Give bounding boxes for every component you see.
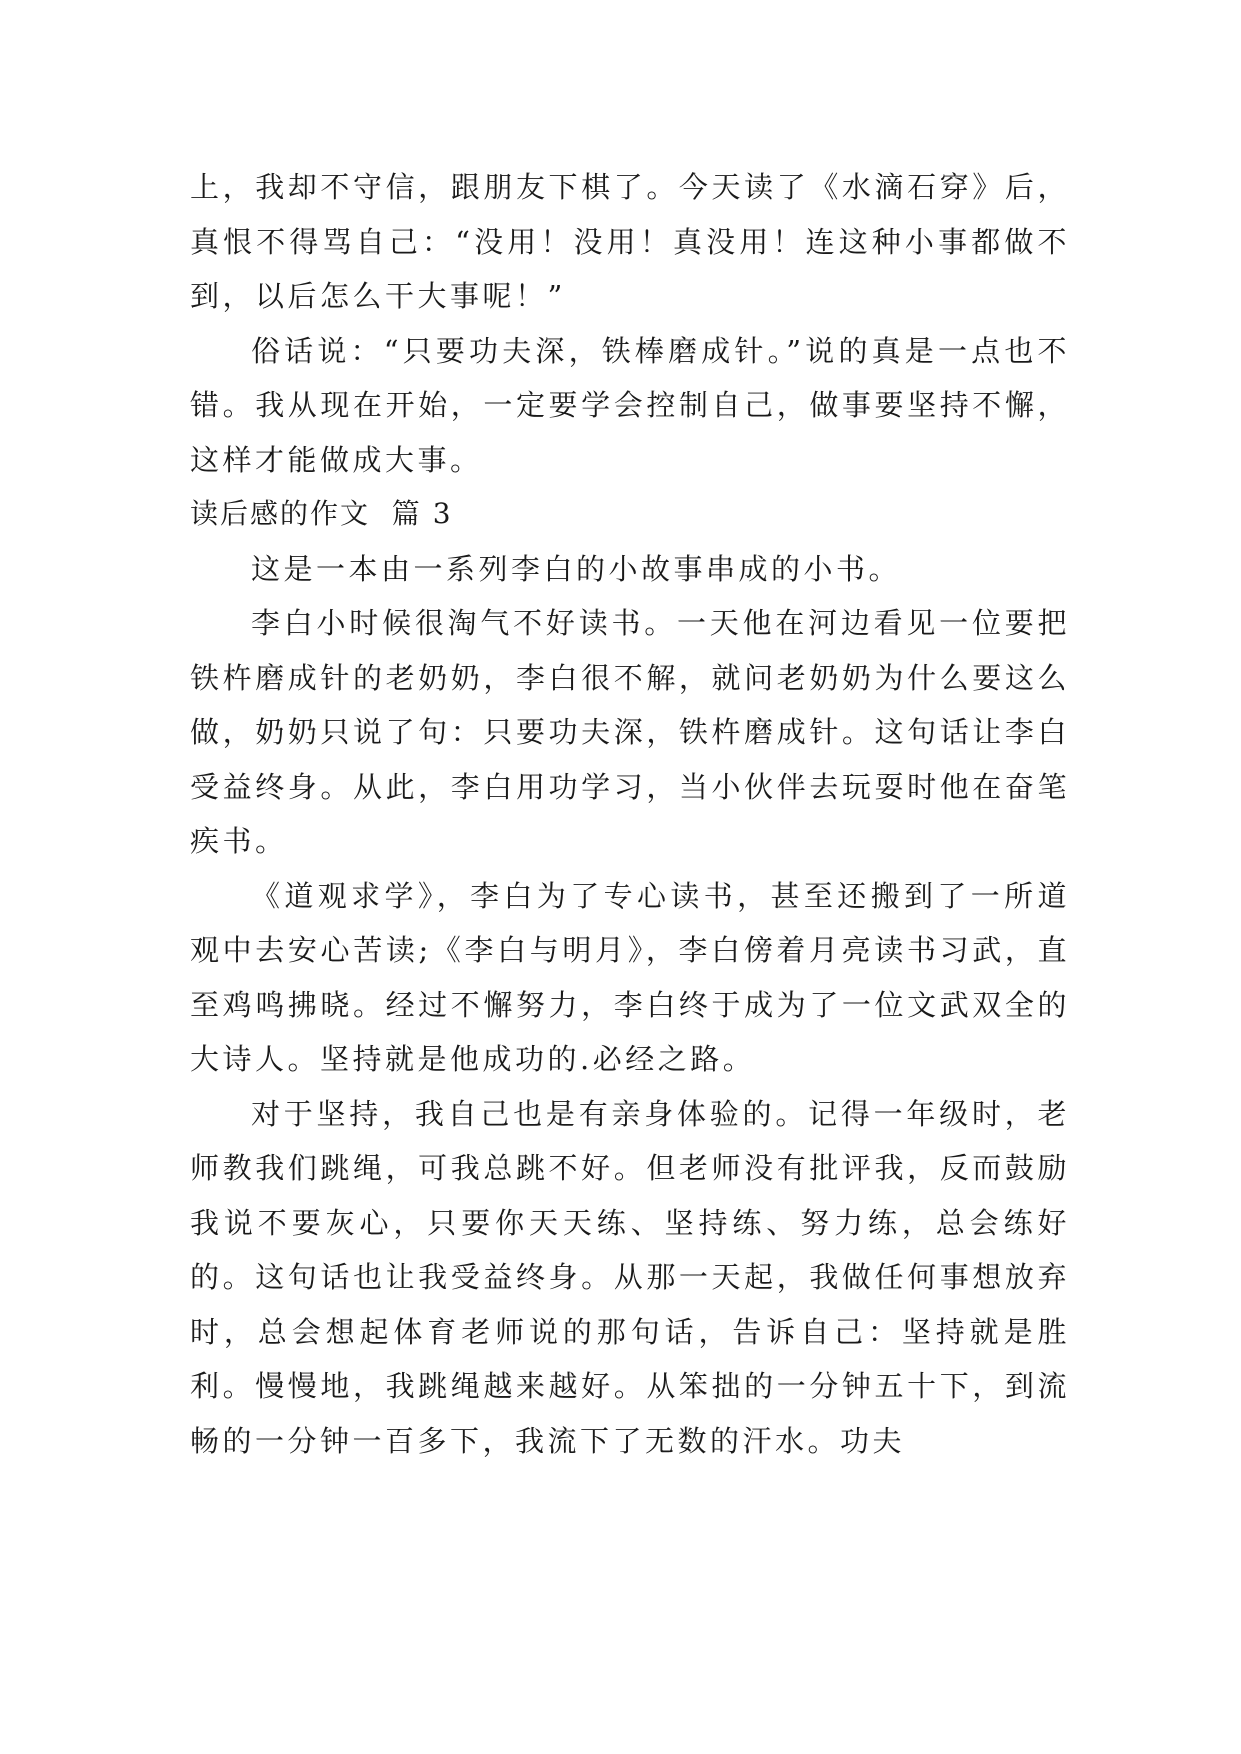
document-body [190,160,1070,1468]
section-heading: 读后感的作文 篇 3 [190,497,453,530]
paragraph-li-bai-childhood: 李白小时候很淘气不好读书。一天他在河边看见一位要把铁杵磨成针的老奶奶，李白很不解，就问老奶奶为什么要这么做，奶奶只说了句：只要功夫深，铁杵磨成针。这句话让李白受益终身。从此，李白用功学习，当小伙伴去玩耍时他在奋笔疾书。 [190,606,1070,858]
proverb-paragraph: 俗话说：“只要功夫深，铁棒磨成针。”说的真是一点也不错。我从现在开始，一定要学会控制自己，做事要坚持不懈，这样才能做成大事。 [190,333,1070,477]
paragraph-intro: 这是一本由一系列李白的小故事串成的小书。 [251,551,902,586]
continued-paragraph: 上，我却不守信，跟朋友下棋了。今天读了《水滴石穿》后，真恨不得骂自己：“没用！没用！真没用！连这种小事都做不到，以后怎么干大事呢！” [190,170,1070,313]
paragraph-personal-experience: 对于坚持，我自己也是有亲身体验的。记得一年级时，老师教我们跳绳，可我总跳不好。但老师没有批评我，反而鼓励我说不要灰心，只要你天天练、坚持练、努力练，总会练好的。这句话也让我受益终身。从那一天起，我做任何事想放弃时，总会想起体育老师说的那句话，告诉自己：坚持就是胜利。慢慢地，我跳绳越来越好。从笨拙的一分钟五十下，到流畅的一分钟一百多下，我流下了无数的汗水。功夫 [190,1096,1070,1458]
paragraph-li-bai-study: 《道观求学》，李白为了专心读书，甚至还搬到了一所道观中去安心苦读;《李白与明月》，李白傍着月亮读书习武，直至鸡鸣拂晓。经过不懈努力，李白终于成为了一位文武双全的大诗人。坚持就是他成功的.必经之路。 [190,878,1070,1076]
